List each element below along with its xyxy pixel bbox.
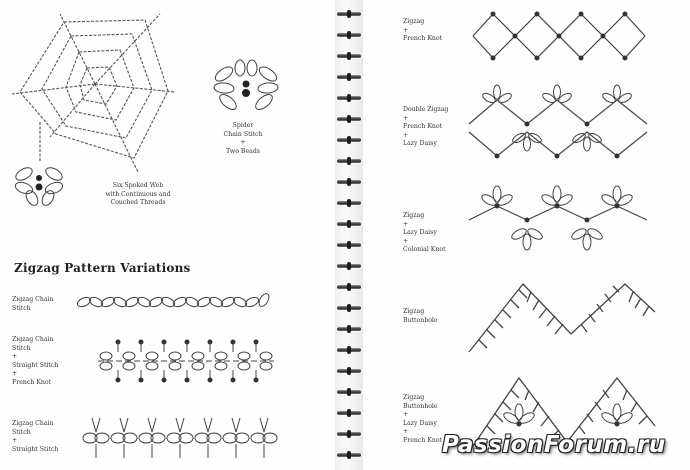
caption-line: Six Spoked Web (112, 182, 164, 189)
r3-caption (403, 212, 473, 255)
caption-line: Zigzag Chain (12, 296, 54, 303)
caption-line: Lazy Daisy (403, 140, 437, 148)
caption-line: with Continuous and (105, 190, 171, 198)
binding-coil (337, 115, 361, 123)
caption-line: + (403, 411, 409, 419)
caption-line: Zigzag (403, 394, 425, 401)
caption-line: Zigzag Chain (12, 420, 54, 427)
caption-line: Couched Threads (110, 199, 166, 207)
caption-line: + (403, 237, 409, 245)
binding-coil (337, 136, 361, 144)
left-page (0, 0, 335, 470)
row1-caption (12, 296, 72, 313)
row3-caption (12, 420, 74, 454)
caption-line: Lazy Daisy (403, 229, 437, 237)
caption-line: Stitch (12, 304, 31, 312)
caption-line: Stitch (12, 344, 31, 352)
binding-coil (337, 388, 361, 396)
binding-coil (337, 430, 361, 438)
caption-line: + (12, 353, 18, 361)
binding-coil (337, 262, 361, 270)
caption-line: + (240, 139, 246, 147)
caption-line: French Knot (403, 436, 443, 444)
binding-coil (337, 199, 361, 207)
caption-line: French Knot (403, 123, 443, 131)
r4-caption (403, 308, 473, 325)
binding-coil (337, 220, 361, 228)
web-caption (98, 182, 178, 208)
binding-coil (337, 283, 361, 291)
caption-line: + (403, 26, 409, 34)
caption-line: Straight Stitch (12, 361, 59, 369)
caption-line: Two Beads (226, 147, 260, 155)
binding-coil (337, 52, 361, 60)
caption-line: Straight Stitch (12, 445, 59, 453)
zigzag-french-knot-illustration (471, 8, 647, 64)
binding-coil (337, 304, 361, 312)
zigzag-chain-stitch-illustration (78, 290, 278, 314)
caption-line: + (12, 370, 18, 378)
spiral-binding (335, 0, 363, 470)
caption-line: French Knot (403, 35, 443, 43)
caption-line: Stitch (12, 428, 31, 436)
caption-line: Buttonhole (403, 316, 438, 324)
binding-coil (337, 367, 361, 375)
caption-line: + (403, 131, 409, 139)
caption-line: Spider (232, 122, 254, 129)
binding-coil (337, 178, 361, 186)
caption-line: + (403, 220, 409, 228)
spider-illustration (212, 60, 280, 116)
binding-coil (337, 73, 361, 81)
zigzag-buttonhole-illustration (467, 278, 657, 362)
watermark-text: PassionForum.ru (442, 432, 666, 458)
caption-line: Zigzag (403, 18, 425, 25)
spider-web-illustration (10, 12, 180, 202)
caption-line: Chain Stitch (223, 130, 263, 138)
r2-caption (403, 106, 473, 149)
binding-coil (337, 10, 361, 18)
zigzag-lazy-daisy-colonial-knot-illustration (467, 186, 653, 262)
caption-line: + (403, 114, 409, 122)
right-page (363, 0, 690, 470)
binding-coil (337, 31, 361, 39)
binding-coil (337, 157, 361, 165)
caption-line: Double Zigzag (403, 106, 449, 113)
binding-coil (337, 346, 361, 354)
binding-coil (337, 241, 361, 249)
binding-coil (337, 409, 361, 417)
zigzag-chain-straight-stitch-illustration (80, 412, 276, 462)
caption-line: French Knot (12, 378, 52, 386)
caption-line: Lazy Daisy (403, 419, 437, 427)
zigzag-chain-straight-french-knot-illustration (96, 338, 276, 384)
caption-line: Buttonhole (403, 402, 438, 410)
caption-line: Colonial Knot (403, 246, 446, 254)
spider-caption (218, 122, 268, 156)
section-heading: Zigzag Pattern Variations (14, 261, 191, 275)
row2-caption (12, 336, 74, 388)
caption-line: + (12, 437, 18, 445)
caption-line: Zigzag Chain (12, 336, 54, 343)
binding-coil (337, 94, 361, 102)
caption-line: + (403, 428, 409, 436)
double-zigzag-lazy-daisy-illustration (467, 84, 653, 164)
binding-coil (337, 451, 361, 459)
caption-line: Zigzag (403, 212, 425, 219)
caption-line: Zigzag (403, 308, 425, 315)
binding-coil (337, 325, 361, 333)
